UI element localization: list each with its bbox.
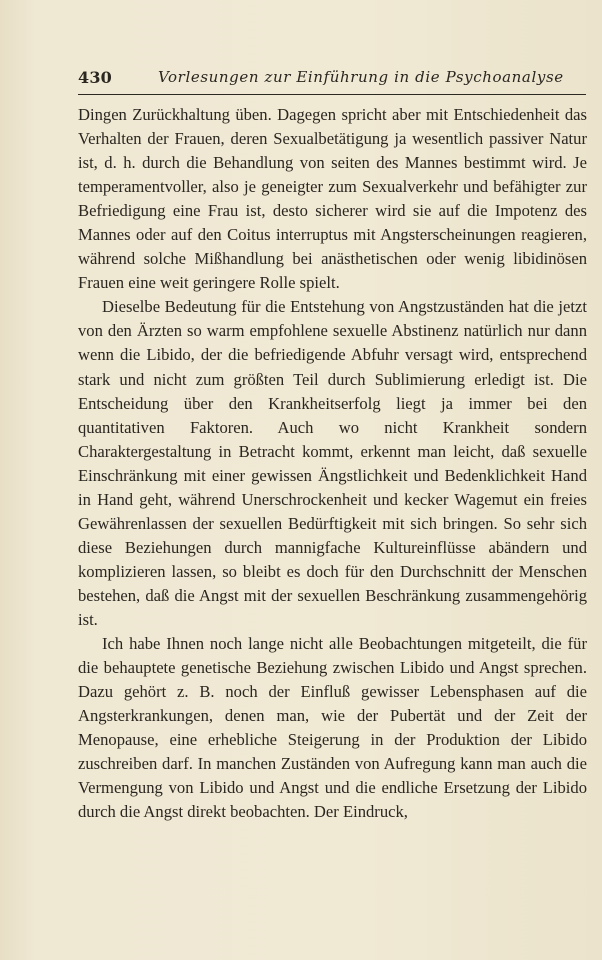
paragraph-abstinence: Dieselbe Bedeutung für die Entstehung von Angstzuständen hat die jetzt von den Ärzten so warm empfohlene sexuelle Abstinenz natürlich nur dann wenn die Libido, der die befriedigende Abfuhr versagt wird, entsprechend stark und nicht zum größten Teil durch Sublimierung erledigt ist. Die Entscheidung über den Krankheitserfolg liegt ja immer bei den quantitativen Faktoren. Auch wo nicht Krankheit sondern Charaktergestaltung in Betracht kommt, erkennt man leicht, daß sexuelle Einschränkung mit einer gewissen Ängstlichkeit und Bedenklichkeit Hand in Hand geht, während Unerschrockenheit und kecker Wagemut ein freies Gewährenlassen der sexuellen Bedürftigkeit mit sich bringen. So sehr sich diese Beziehungen durch mannigfache Kultureinflüsse abändern und komplizieren lassen, so bleibt es doch für den Durchschnitt der Menschen bestehen, daß die Angst mit der sexuellen Beschränkung zusammengehörig ist. — [78, 297, 587, 629]
paragraph-observations: Ich habe Ihnen noch lange nicht alle Beobachtungen mitgeteilt, die für die behauptete genetische Beziehung zwischen Libido und Angst sprechen. Dazu gehört z. B. noch der Einfluß gewisser Lebensphasen auf die Angsterkrankungen, denen man, wie der Pubertät und der Zeit der Menopause, eine erhebliche Steigerung in der Produktion der Libido zuschreiben darf. In manchen Zuständen von Aufregung kann man auch die Vermengung von Libido und Angst und die endliche Ersetzung der Libido durch die Angst direkt beobachten. Der Eindruck, — [78, 634, 587, 822]
body-text — [78, 103, 587, 824]
running-head: Vorlesungen zur Einführung in die Psychoanalyse — [158, 68, 564, 86]
paragraph-continued: Dingen Zurückhaltung üben. Dagegen spricht aber mit Entschiedenheit das Verhalten der Frauen, deren Sexualbetätigung ja wesentlich passiver Natur ist, d. h. durch die Behandlung von seiten des Mannes bestimmt wird. Je temperamentvoller, also je geneigter zum Sexualverkehr und befähigter zur Befriedigung eine Frau ist, desto sicherer wird sie auf die Impotenz des Mannes oder auf den Coitus interruptus mit Angsterscheinungen reagieren, während solche Mißhandlung bei anästhetischen oder wenig libidinösen Frauen eine weit geringere Rolle spielt. — [78, 105, 587, 293]
page-header — [78, 68, 586, 92]
page-number: 430 — [78, 68, 112, 87]
header-rule — [78, 94, 586, 95]
